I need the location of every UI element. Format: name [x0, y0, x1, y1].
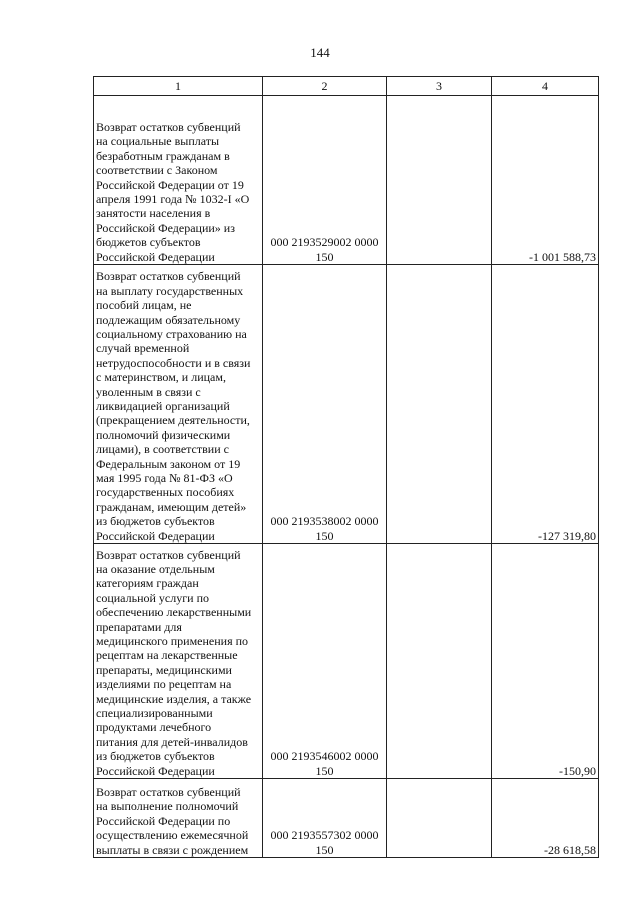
row-name: Возврат остатков субвенций на выплату государственных пособий лицам, не подлежащим обязательному социальному страхованию на случай временной нетрудоспособности и в связи с материнством, и лицам, уволенным в связи с ликвидацией организаций (прекращением деятельности, полномочий физическими лицами), в соответствии с Федеральным законом от 19 мая 1995 года № 81-ФЗ «О государственных пособиях гражданам, имеющим детей» из бюджетов субъектов Российской Федерации [94, 265, 263, 544]
page-number: 144 [310, 45, 330, 60]
row-amount: -150,90 [492, 544, 599, 779]
row-name: Возврат остатков субвенций на выполнение полномочий Российской Федерации по осуществлению ежемесячной выплаты в связи с рождением [94, 779, 263, 858]
row-col3 [387, 265, 492, 544]
header-col-4: 4 [492, 77, 599, 96]
row-col3 [387, 544, 492, 779]
header-col-1: 1 [94, 77, 263, 96]
row-amount: -127 319,80 [492, 265, 599, 544]
table-header-row [94, 77, 599, 96]
table-row [94, 779, 599, 858]
row-code: 000 2193529002 0000 150 [263, 96, 387, 265]
row-code: 000 2193538002 0000 150 [263, 265, 387, 544]
row-amount: -1 001 588,73 [492, 96, 599, 265]
row-code: 000 2193557302 0000 150 [263, 779, 387, 858]
table-row [94, 544, 599, 779]
row-amount: -28 618,58 [492, 779, 599, 858]
table-row [94, 265, 599, 544]
budget-table [93, 76, 599, 858]
row-name: Возврат остатков субвенций на оказание отдельным категориям граждан социальной услуги по обеспечению лекарственными препаратами для медицинского применения по рецептам на лекарственные препараты, медицинскими изделиями по рецептам на медицинские изделия, а также специализированными продуктами лечебного питания для детей-инвалидов из бюджетов субъектов Российской Федерации [94, 544, 263, 779]
table-row [94, 96, 599, 265]
header-col-3: 3 [387, 77, 492, 96]
row-code: 000 2193546002 0000 150 [263, 544, 387, 779]
header-col-2: 2 [263, 77, 387, 96]
row-col3 [387, 779, 492, 858]
row-col3 [387, 96, 492, 265]
row-name: Возврат остатков субвенций на социальные выплаты безработным гражданам в соответствии с Законом Российской Федерации от 19 апреля 1991 года № 1032-I «О занятости населения в Российской Федерации» из бюджетов субъектов Российской Федерации [94, 96, 263, 265]
